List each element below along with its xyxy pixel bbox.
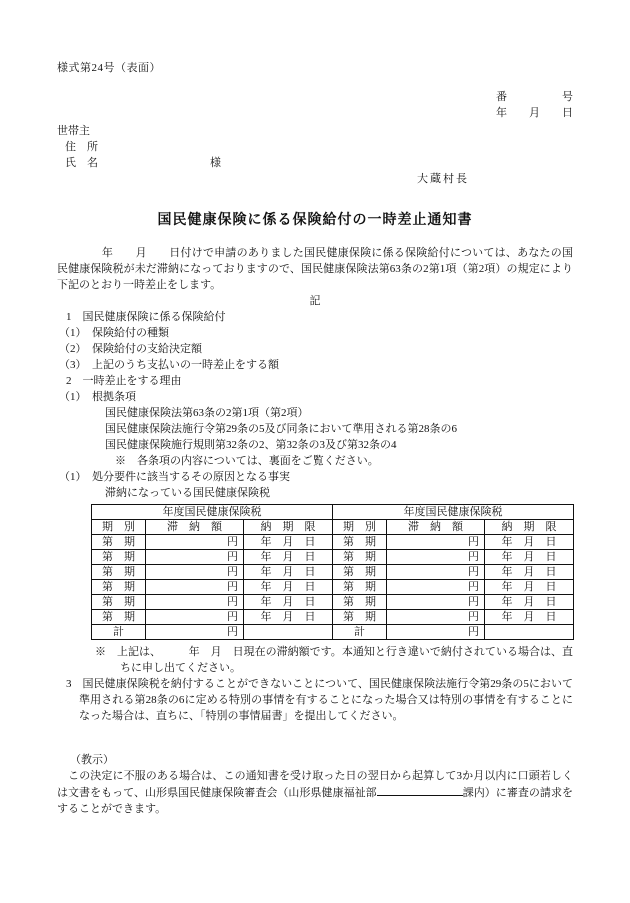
table-total-row	[92, 625, 574, 640]
document-date-line: 年 月 日	[496, 107, 573, 119]
table-row	[92, 580, 574, 595]
arrears-table	[91, 504, 574, 640]
cell-amount: 円	[387, 535, 485, 550]
cell-amount: 円	[146, 595, 244, 610]
cell-period: 第 期	[333, 610, 387, 625]
document-number-line: 番 号	[496, 91, 573, 103]
outline-item-2-1: （1） 根拠条項	[59, 391, 136, 403]
col-header-amount: 滞 納 額	[146, 520, 244, 535]
table-column-header-row	[92, 520, 574, 535]
cell-amount: 円	[387, 565, 485, 580]
table-row	[92, 595, 574, 610]
cell-amount: 円	[146, 610, 244, 625]
kyoji-paragraph	[57, 768, 573, 817]
fact-line: 滞納になっている国民健康保険税	[105, 487, 270, 499]
outline-item-2: 2 一時差止をする理由	[66, 375, 182, 387]
outline-item-1-3: （3） 上記のうち支払いの一時差止をする額	[59, 359, 279, 371]
cell-due-date: 年 月 日	[485, 535, 574, 550]
col-header-amount: 滞 納 額	[387, 520, 485, 535]
cell-amount: 円	[387, 550, 485, 565]
cell-total-amount: 円	[387, 625, 485, 640]
col-header-period: 期 別	[92, 520, 146, 535]
cell-due-date: 年 月 日	[244, 565, 333, 580]
cell-period: 第 期	[333, 550, 387, 565]
cell-amount: 円	[146, 565, 244, 580]
table-note: ※ 上記は、 年 月 日現在の滞納額です。本通知と行き違いで納付されている場合は、直ちに申し出てください。	[95, 646, 573, 674]
honorific-sama: 様	[210, 157, 221, 169]
kyoji-heading: （教示）	[70, 754, 114, 766]
cell-total-label: 計	[333, 625, 387, 640]
outline-item-1-1: （1） 保険給付の種類	[59, 327, 169, 339]
table-row	[92, 565, 574, 580]
col-header-period: 期 別	[333, 520, 387, 535]
cell-due-date: 年 月 日	[244, 595, 333, 610]
cell-period: 第 期	[333, 580, 387, 595]
outline-item-2-2: （1） 処分要件に該当するその原因となる事実	[59, 471, 290, 483]
law-reference-1: 国民健康保険法第63条の2第1項（第2項）	[105, 407, 309, 419]
table-row	[92, 550, 574, 565]
year-header-left: 年度国民健康保険税	[92, 505, 333, 520]
cell-period: 第 期	[92, 565, 146, 580]
cell-total-amount: 円	[146, 625, 244, 640]
cell-due-date: 年 月 日	[485, 580, 574, 595]
cell-period: 第 期	[92, 550, 146, 565]
cell-amount: 円	[387, 595, 485, 610]
cell-amount: 円	[146, 580, 244, 595]
cell-due-date: 年 月 日	[244, 610, 333, 625]
name-line	[57, 155, 573, 171]
blank-underline	[377, 784, 463, 796]
cell-total-label: 計	[92, 625, 146, 640]
cell-due-date: 年 月 日	[485, 565, 574, 580]
law-note: ※ 各条項の内容については、裏面をご覧ください。	[115, 455, 379, 467]
outline-section	[57, 309, 573, 501]
cell-due-date: 年 月 日	[485, 595, 574, 610]
cell-due-date: 年 月 日	[485, 550, 574, 565]
cell-period: 第 期	[92, 595, 146, 610]
cell-due-date: 年 月 日	[244, 550, 333, 565]
addressee-block	[57, 123, 573, 171]
cell-amount: 円	[146, 550, 244, 565]
year-header-right: 年度国民健康保険税	[333, 505, 574, 520]
cell-period: 第 期	[92, 580, 146, 595]
outline-item-1: 1 国民健康保険に係る保険給付	[66, 311, 226, 323]
law-reference-2: 国民健康保険法施行令第29条の5及び同条において準用される第28条の6	[105, 423, 457, 435]
form-number: 様式第24号（表面）	[57, 62, 161, 74]
cell-amount: 円	[387, 580, 485, 595]
kyoji-text-before: この決定に不服のある場合は、この通知書を受け取った日の翌日から起算して3か月以内に口頭若しくは文書をもって、山形県国民健康保険審査会（山形県健康福祉部	[57, 770, 573, 799]
cell-period: 第 期	[333, 595, 387, 610]
col-header-due: 納 期 限	[485, 520, 574, 535]
col-header-due: 納 期 限	[244, 520, 333, 535]
householder-label: 世帯主	[57, 125, 90, 137]
cell-period: 第 期	[333, 565, 387, 580]
cell-amount: 円	[387, 610, 485, 625]
item-3-paragraph: 3 国民健康保険税を納付することができないことについて、国民健康保険法施行令第29条の5において準用される第28条の6に定める特別の事情を有することになった場合又は特別の事情を有することになった場合は、直ちに、「特別の事情届書」を提出してください。	[66, 678, 573, 722]
outline-item-1-2: （2） 保険給付の支給決定額	[59, 343, 202, 355]
address-label: 住 所	[65, 141, 98, 153]
cell-due-date-empty	[485, 625, 574, 640]
cell-amount: 円	[146, 535, 244, 550]
table-year-header-row	[92, 505, 574, 520]
cell-due-date: 年 月 日	[485, 610, 574, 625]
cell-period: 第 期	[333, 535, 387, 550]
cell-due-date-empty	[244, 625, 333, 640]
cell-period: 第 期	[92, 610, 146, 625]
cell-due-date: 年 月 日	[244, 535, 333, 550]
cell-due-date: 年 月 日	[244, 580, 333, 595]
table-row	[92, 535, 574, 550]
cell-period: 第 期	[92, 535, 146, 550]
table-row	[92, 610, 574, 625]
issuer-name: 大蔵村長	[417, 173, 469, 185]
document-title: 国民健康保険に係る保険給付の一時差止通知書	[157, 213, 473, 228]
kyoji-text-after: 課内）に審査の請求をすることができます。	[57, 787, 573, 815]
ki-separator: 記	[309, 295, 321, 307]
name-label: 氏 名	[65, 157, 98, 169]
law-reference-3: 国民健康保険施行規則第32条の2、第32条の3及び第32条の4	[105, 439, 397, 451]
opening-paragraph: 年 月 日付けで申請のありました国民健康保険に係る保険給付については、あなたの国民健康保険税が未だ滞納になっておりますので、国民健康保険法第63条の2第1項（第2項）の規定により下記のとおり一時差止をします。	[57, 247, 573, 291]
